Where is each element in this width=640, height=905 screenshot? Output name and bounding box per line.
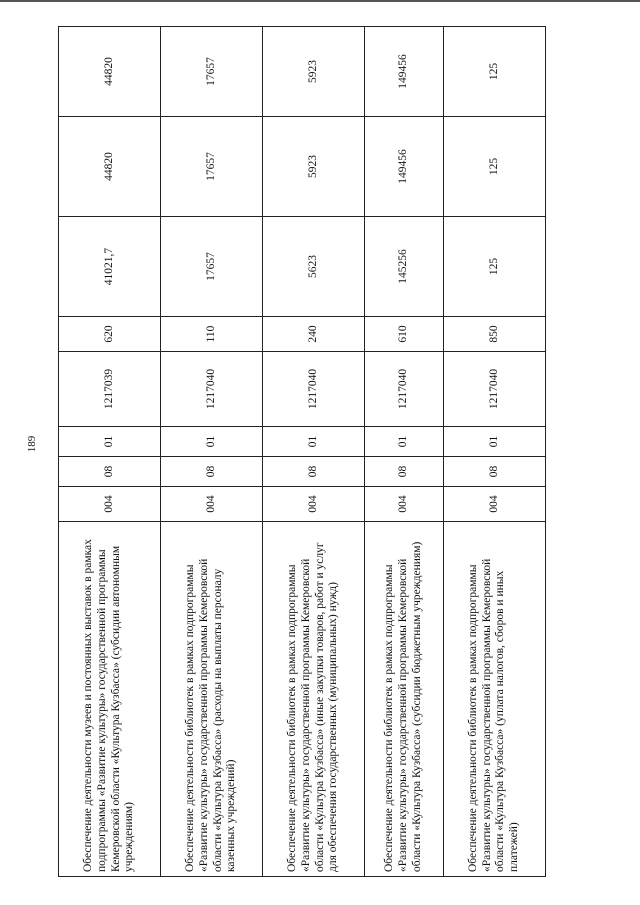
amount-cell-3: 17657 — [161, 27, 263, 117]
amount-cell-2: 5923 — [263, 117, 365, 217]
subsection-code-cell: 01 — [161, 427, 263, 457]
amount-cell-3: 5923 — [263, 27, 365, 117]
budget-table — [58, 26, 546, 877]
section-code-cell: 08 — [263, 457, 365, 487]
table-row — [365, 27, 444, 877]
amount-cell-1: 41021,7 — [59, 217, 161, 317]
subsection-code-cell: 01 — [443, 427, 545, 457]
row-name-cell: Обеспечение деятельности библиотек в рамках подпрограммы «Развитие культуры» государственной программы Кемеровской области «Культура Кузбасса» (иные закупки товаров, работ и услуг для обеспечения государственных (муниципальных) нужд) — [263, 522, 365, 877]
row-name-cell: Обеспечение деятельности библиотек в рамках подпрограммы «Развитие культуры» государственной программы Кемеровской области «Культура Кузбасса» (субсидии бюджетным учреждениям) — [365, 522, 444, 877]
table-row — [263, 27, 365, 877]
target-article-cell: 1217040 — [365, 352, 444, 427]
table-row — [59, 27, 161, 877]
grbs-code-cell: 004 — [365, 487, 444, 522]
table-row — [161, 27, 263, 877]
expense-type-cell: 850 — [443, 317, 545, 352]
row-name-cell: Обеспечение деятельности библиотек в рамках подпрограммы «Развитие культуры» государственной программы Кемеровской области «Культура Кузбасса» (уплата налогов, сборов и иных платежей) — [443, 522, 545, 877]
grbs-code-cell: 004 — [161, 487, 263, 522]
section-code-cell: 08 — [59, 457, 161, 487]
grbs-code-cell: 004 — [443, 487, 545, 522]
amount-cell-3: 149456 — [365, 27, 444, 117]
amount-cell-1: 5623 — [263, 217, 365, 317]
amount-cell-1: 125 — [443, 217, 545, 317]
section-code-cell: 08 — [161, 457, 263, 487]
expense-type-cell: 620 — [59, 317, 161, 352]
subsection-code-cell: 01 — [365, 427, 444, 457]
amount-cell-2: 125 — [443, 117, 545, 217]
target-article-cell: 1217040 — [263, 352, 365, 427]
amount-cell-2: 44820 — [59, 117, 161, 217]
amount-cell-1: 145256 — [365, 217, 444, 317]
target-article-cell: 1217039 — [59, 352, 161, 427]
grbs-code-cell: 004 — [263, 487, 365, 522]
section-code-cell: 08 — [365, 457, 444, 487]
amount-cell-1: 17657 — [161, 217, 263, 317]
table-row — [443, 27, 545, 877]
expense-type-cell: 240 — [263, 317, 365, 352]
amount-cell-3: 44820 — [59, 27, 161, 117]
rotated-table-container — [58, 27, 546, 877]
subsection-code-cell: 01 — [59, 427, 161, 457]
expense-type-cell: 110 — [161, 317, 263, 352]
page-number: 189 — [26, 435, 38, 453]
amount-cell-2: 17657 — [161, 117, 263, 217]
grbs-code-cell: 004 — [59, 487, 161, 522]
section-code-cell: 08 — [443, 457, 545, 487]
target-article-cell: 1217040 — [443, 352, 545, 427]
expense-type-cell: 610 — [365, 317, 444, 352]
target-article-cell: 1217040 — [161, 352, 263, 427]
subsection-code-cell: 01 — [263, 427, 365, 457]
amount-cell-3: 125 — [443, 27, 545, 117]
amount-cell-2: 149456 — [365, 117, 444, 217]
row-name-cell: Обеспечение деятельности музеев и постоянных выставок в рамках подпрограммы «Развитие культуры» государственной программы Кемеровской области «Культура Кузбасса» (субсидии автономным учреждениям) — [59, 522, 161, 877]
top-border-line — [0, 0, 640, 2]
row-name-cell: Обеспечение деятельности библиотек в рамках подпрограммы «Развитие культуры» государственной программы Кемеровской области «Культура Кузбасса» (расходы на выплаты персоналу казенных учреждений) — [161, 522, 263, 877]
